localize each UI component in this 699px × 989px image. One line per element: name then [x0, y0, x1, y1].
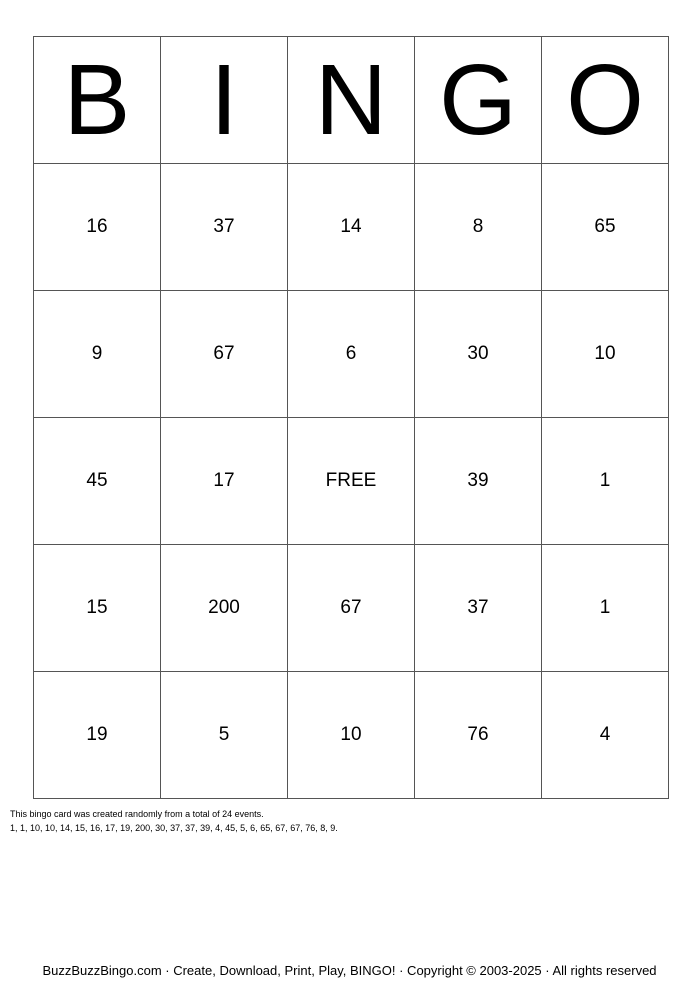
header-letter-g: G — [415, 37, 542, 164]
bingo-cell: 5 — [161, 672, 288, 799]
bingo-cell: 1 — [542, 418, 669, 545]
header-letter-o: O — [542, 37, 669, 164]
note-line-events: 1, 1, 10, 10, 14, 15, 16, 17, 19, 200, 30, 37, 37, 39, 4, 45, 5, 6, 65, 67, 67, 76, 8, 9. — [10, 823, 338, 833]
bingo-cell: 4 — [542, 672, 669, 799]
bingo-row — [34, 418, 669, 545]
bingo-row — [34, 164, 669, 291]
bingo-cell: 16 — [34, 164, 161, 291]
footer-text: BuzzBuzzBingo.com · Create, Download, Print, Play, BINGO! · Copyright © 2003-2025 · All rights reserved — [42, 963, 657, 978]
bingo-cell: 15 — [34, 545, 161, 672]
bingo-cell: 8 — [415, 164, 542, 291]
bingo-row — [34, 672, 669, 799]
free-space-cell: FREE — [288, 418, 415, 545]
note-line-summary: This bingo card was created randomly from a total of 24 events. — [10, 809, 264, 819]
bingo-cell: 17 — [161, 418, 288, 545]
bingo-cell: 65 — [542, 164, 669, 291]
bingo-cell: 1 — [542, 545, 669, 672]
bingo-cell: 9 — [34, 291, 161, 418]
bingo-cell: 45 — [34, 418, 161, 545]
bingo-cell: 10 — [542, 291, 669, 418]
bingo-cell: 39 — [415, 418, 542, 545]
header-letter-b: B — [34, 37, 161, 164]
header-letter-i: I — [161, 37, 288, 164]
bingo-cell: 10 — [288, 672, 415, 799]
bingo-header-row — [34, 37, 669, 164]
bingo-cell: 76 — [415, 672, 542, 799]
bingo-cell: 37 — [161, 164, 288, 291]
bingo-cell: 67 — [161, 291, 288, 418]
bingo-cell: 37 — [415, 545, 542, 672]
bingo-cell: 19 — [34, 672, 161, 799]
card-note — [10, 807, 690, 835]
bingo-cell: 30 — [415, 291, 542, 418]
bingo-row — [34, 545, 669, 672]
bingo-card — [33, 36, 669, 799]
bingo-cell: 200 — [161, 545, 288, 672]
bingo-cell: 6 — [288, 291, 415, 418]
bingo-row — [34, 291, 669, 418]
header-letter-n: N — [288, 37, 415, 164]
bingo-cell: 67 — [288, 545, 415, 672]
bingo-cell: 14 — [288, 164, 415, 291]
